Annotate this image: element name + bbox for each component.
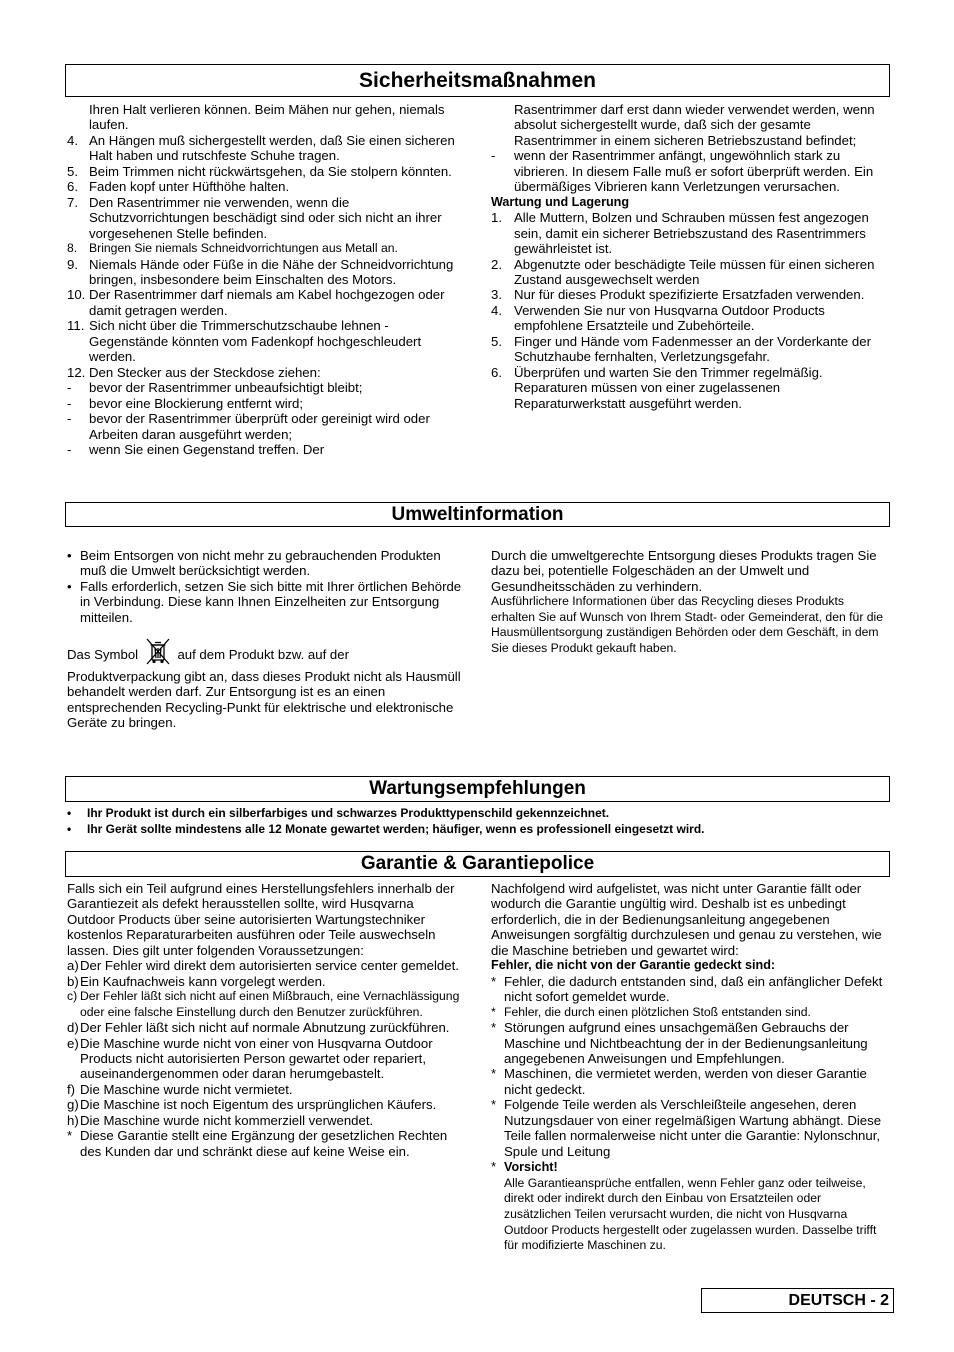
list-marker: 8. — [67, 241, 78, 256]
environment-bullet-item — [67, 548, 462, 579]
maintenance-list-item — [491, 334, 891, 365]
list-text: Ihren Halt verlieren können. Beim Mähen nur gehen, niemals laufen. — [89, 102, 445, 133]
list-marker: * — [67, 1128, 73, 1144]
list-marker: h) — [67, 1112, 79, 1128]
safety-list-item — [67, 179, 462, 194]
warranty-condition-item — [67, 1036, 462, 1082]
wartung-bullet-1: • Ihr Produkt ist durch ein silberfarbiges und schwarzes Produkttypenschild gekennzeichnet. — [67, 806, 610, 820]
list-marker: e) — [67, 1035, 79, 1051]
list-marker: * — [491, 1066, 497, 1082]
list-marker: 5. — [491, 333, 502, 349]
warranty-condition-item — [67, 1128, 462, 1159]
list-marker: 5. — [67, 163, 78, 179]
warranty-exclusion-item — [491, 1097, 891, 1159]
list-marker: 11. — [67, 318, 85, 334]
warranty-exclusion-item — [491, 974, 891, 1005]
warranty-condition-item — [67, 1020, 462, 1035]
list-marker: b) — [67, 973, 79, 989]
list-marker: - — [67, 395, 72, 411]
safety-list-item — [67, 164, 462, 179]
list-marker: • — [67, 578, 72, 594]
list-marker: 9. — [67, 256, 78, 272]
list-text: Der Fehler läßt sich nicht auf einen Mißbrauch, eine Vernachlässigung oder eine falsche Einstellung durch den Benutzer zurückführen. — [80, 989, 460, 1019]
symbol-paragraph — [67, 637, 462, 730]
garantie-exclusions-intro: Nachfolgend wird aufgelistet, was nicht unter Garantie fällt oder wodurch die Garantie ungültig wird. Deshalb ist es unbedingt erforderlich, die in der Bedienungsanleitung angegebenen Anweisungen sorgfältig durchzulesen und genau zu verstehen, wie die Maschine betrieben und gewartet wird: — [491, 881, 882, 958]
garantie-right-column — [491, 881, 891, 1254]
list-text: bevor eine Blockierung entfernt wird; — [89, 395, 304, 411]
list-marker: 7. — [67, 194, 78, 210]
list-text: Alle Muttern, Bolzen und Schrauben müssen fest angezogen sein, damit ein sicherer Betriebszustand des Rasentrimmers gewährleistet ist. — [514, 210, 869, 257]
list-marker: * — [491, 1004, 496, 1019]
list-marker: 4. — [67, 132, 78, 148]
sicherheit-left-column — [67, 102, 462, 457]
page-footer-label: DEUTSCH - 2 — [701, 1288, 894, 1313]
safety-list-item — [491, 148, 891, 194]
warranty-exclusion-item — [491, 1066, 891, 1097]
list-marker: - — [491, 148, 496, 164]
list-marker: 6. — [491, 364, 502, 380]
umwelt-right-column — [491, 548, 891, 656]
warranty-condition-item — [67, 958, 462, 973]
safety-list-item — [67, 380, 462, 395]
list-marker: * — [491, 973, 497, 989]
list-text: Fehler, die dadurch entstanden sind, daß ein anfänglicher Defekt nicht sofort gemeldet wurde. — [504, 973, 883, 1005]
list-text: Die Maschine wurde nicht kommerziell verwendet. — [80, 1112, 374, 1128]
list-text: Den Rasentrimmer nie verwenden, wenn die Schutzvorrichtungen beschädigt sind oder sich nicht an ihrer vorgesehenen Stelle befinden. — [89, 194, 442, 241]
warranty-condition-item — [67, 989, 462, 1020]
list-text: Beim Entsorgen von nicht mehr zu gebrauchenden Produkten muß die Umwelt berücksichtigt werden. — [80, 548, 441, 579]
list-text: Diese Garantie stellt eine Ergänzung der gesetzlichen Rechten des Kunden dar und schränkt diese auf keine Weise ein. — [80, 1128, 448, 1159]
list-text: wenn der Rasentrimmer anfängt, ungewöhnlich stark zu vibrieren. In diesem Falle muß er sofort überprüft werden. Ein übermäßiges Vibrieren kann Verletzungen verursachen. — [514, 148, 874, 195]
list-marker: • — [67, 548, 72, 563]
maintenance-list-item — [491, 303, 891, 334]
symbol-text-before: Das Symbol — [67, 647, 139, 663]
list-text: Überprüfen und warten Sie den Trimmer regelmäßig. Reparaturen müssen von einer zugelassenen Reparaturwerkstatt ausgeführt werden. — [514, 364, 823, 411]
list-marker: - — [67, 441, 72, 457]
safety-list-item — [67, 257, 462, 288]
list-marker: 1. — [491, 210, 502, 226]
list-text: wenn Sie einen Gegenstand treffen. Der — [89, 441, 325, 457]
safety-list-item — [67, 195, 462, 241]
section-title-umwelt: Umweltinformation — [65, 502, 890, 527]
wartung-bullet-2: • Ihr Gerät sollte mindestens alle 12 Monate gewartet werden; häufiger, wenn es professionell eingesetzt wird. — [67, 822, 705, 836]
garantie-exclusions-heading: Fehler, die nicht von der Garantie gedeckt sind: — [491, 958, 776, 973]
list-marker: * — [491, 1020, 497, 1036]
umwelt-paragraph-2: Ausführlichere Informationen über das Recycling dieses Produkts erhalten Sie auf Wunsch von Ihrem Stadt- oder Gemeinderat, den für die Hausmüllentsorgung zuständigen Behörden oder dem Geschäft, in dem Sie dieses Produkt gekauft haben. — [491, 594, 884, 655]
list-text: Falls erforderlich, setzen Sie sich bitte mit Ihrer örtlichen Behörde in Verbindung. Diese kann Ihnen Einzelheiten zur Entsorgung mitteilen. — [80, 578, 462, 625]
list-marker: 2. — [491, 256, 502, 272]
list-marker: g) — [67, 1097, 79, 1113]
garantie-intro: Falls sich ein Teil aufgrund eines Herstellungsfehlers innerhalb der Garantiezeit als defekt herausstellen sollte, wird Husqvarna Outdoor Products über seine autorisierten Wartungstechniker kostenlos Reparaturarbeiten ausführen oder Teile auswechseln lassen. Dies gilt unter folgenden Voraussetzungen: — [67, 881, 455, 958]
list-text: Rasentrimmer darf erst dann wieder verwendet werden, wenn absolut sichergestellt wurde, daß sich der gesamte Rasentrimmer in einem sicheren Betriebszustand befindet; — [514, 102, 875, 148]
warranty-exclusion-item — [491, 1020, 891, 1066]
list-marker: - — [67, 380, 72, 396]
list-marker: 10. — [67, 287, 86, 303]
list-text: Nur für dieses Produkt spezifizierte Ersatzfaden verwenden. — [514, 287, 865, 303]
garantie-left-column — [67, 881, 462, 1159]
list-marker — [491, 102, 514, 148]
list-text: Faden kopf unter Hüfthöhe halten. — [89, 179, 290, 195]
list-marker: 12. — [67, 364, 86, 380]
section-title-sicherheit: Sicherheitsmaßnahmen — [65, 64, 890, 97]
list-text: Fehler, die durch einen plötzlichen Stoß entstanden sind. — [504, 1004, 811, 1019]
crossed-out-wheelie-bin-icon — [144, 637, 172, 668]
list-text: Maschinen, die vermietet werden, werden von dieser Garantie nicht gedeckt. — [504, 1066, 867, 1097]
section-title-wartungsempfehlungen: Wartungsempfehlungen — [65, 776, 890, 802]
list-marker — [67, 102, 89, 133]
list-text: Bringen Sie niemals Schneidvorrichtungen aus Metall an. — [89, 241, 398, 256]
list-text: Den Stecker aus der Steckdose ziehen: — [89, 364, 321, 380]
maintenance-list-item — [491, 210, 891, 256]
list-text: Der Fehler läßt sich nicht auf normale Abnutzung zurückführen. — [80, 1020, 450, 1036]
maintenance-list-item — [491, 257, 891, 288]
list-text: Die Maschine ist noch Eigentum des ursprünglichen Käufers. — [80, 1097, 437, 1113]
list-marker: 3. — [491, 287, 502, 303]
umwelt-left-column — [67, 548, 462, 731]
sicherheit-right-column — [491, 102, 891, 411]
symbol-text-after: auf dem Produkt bzw. auf der Produktverpackung gibt an, dass dieses Produkt nicht als Hausmüll behandelt werden darf. Zur Entsorgung ist es an einen entsprechenden Recycling-Punkt für elektrische und elektronische Geräte zu bringen. — [67, 647, 461, 731]
vorsicht-item: * Vorsicht! Alle Garantieansprüche entfallen, wenn Fehler ganz oder teilweise, direkt oder indirekt durch den Einbau von Ersatzteilen oder zusätzlichen Teilen verursacht wurden, die nicht von Husqvarna Outdoor Products hergestellt oder zugelassen wurden. Dasselbe trifft für modifizierte Maschinen zu. — [491, 1159, 891, 1254]
list-text: Finger und Hände vom Fadenmesser an der Vorderkante der Schutzhaube fernhalten, Verletzungsgefahr. — [514, 333, 871, 365]
warranty-condition-item — [67, 1113, 462, 1128]
maintenance-list-item — [491, 287, 891, 302]
list-text: Abgenutzte oder beschädigte Teile müssen für einen sicheren Zustand ausgewechselt werden — [514, 256, 875, 287]
list-marker: a) — [67, 958, 79, 974]
safety-list-item — [67, 133, 462, 164]
vorsicht-text: Alle Garantieansprüche entfallen, wenn Fehler ganz oder teilweise, direkt oder indirekt durch den Einbau von Ersatzteilen oder zusätzlichen Teilen verursacht wurden, die nicht von Husqvarna Outdoor Products hergestellt oder zugelassen wurden. Dasselbe trifft für modifizierte Maschinen zu. — [504, 1175, 877, 1253]
list-text: Der Fehler wird direkt dem autorisierten service center gemeldet. — [80, 958, 459, 974]
list-text: bevor der Rasentrimmer überprüft oder gereinigt wird oder Arbeiten daran ausgeführt werden; — [89, 411, 430, 442]
section-title-garantie: Garantie & Garantiepolice — [65, 851, 890, 877]
maintenance-list-item — [491, 365, 891, 411]
safety-list-item — [67, 365, 462, 380]
warranty-condition-item — [67, 974, 462, 989]
safety-list-item — [67, 396, 462, 411]
safety-list-item — [67, 241, 462, 256]
list-marker: - — [67, 411, 72, 427]
list-marker: 6. — [67, 179, 78, 195]
safety-list-item — [67, 442, 462, 457]
list-text: Verwenden Sie nur von Husqvarna Outdoor Products empfohlene Ersatzteile und Zubehörteile. — [514, 302, 825, 334]
warranty-condition-item — [67, 1082, 462, 1097]
list-text: bevor der Rasentrimmer unbeaufsichtigt bleibt; — [89, 380, 363, 396]
safety-list-item — [67, 102, 462, 133]
umwelt-paragraph-1: Durch die umweltgerechte Entsorgung dieses Produkts tragen Sie dazu bei, potentielle Folgeschäden an der Umwelt und Gesundheitsschäden zu verhindern. — [491, 548, 877, 594]
list-text: Niemals Hände oder Füße in die Nähe der Schneidvorrichtung bringen, insbesondere beim Einschalten des Motors. — [89, 256, 454, 287]
safety-list-item — [67, 411, 462, 442]
safety-list-item — [491, 102, 891, 148]
list-marker: 4. — [491, 302, 502, 318]
wartung-heading: Wartung und Lagerung — [491, 194, 630, 209]
list-marker: * — [491, 1097, 497, 1113]
vorsicht-label: Vorsicht! — [504, 1160, 558, 1175]
safety-list-item — [67, 287, 462, 318]
warranty-exclusion-item — [491, 1005, 891, 1020]
list-text: Ein Kaufnachweis kann vorgelegt werden. — [80, 973, 326, 989]
list-marker: c) — [67, 989, 78, 1004]
list-text: Die Maschine wurde nicht von einer von Husqvarna Outdoor Products nicht autorisierten Person gewartet oder repariert, auseinandergenommen oder daran herumgebastelt. — [80, 1035, 433, 1082]
list-text: Die Maschine wurde nicht vermietet. — [80, 1081, 293, 1097]
list-text: An Hängen muß sichergestellt werden, daß Sie einen sicheren Halt haben und rutschfeste Schuhe tragen. — [89, 132, 455, 164]
safety-list-item — [67, 318, 462, 364]
list-marker: f) — [67, 1081, 76, 1097]
list-text: Beim Trimmen nicht rückwärtsgehen, da Sie stolpern könnten. — [89, 163, 452, 179]
list-text: Störungen aufgrund eines unsachgemäßen Gebrauchs der Maschine und Nichtbeachtung der in der Bedienungsanleitung angegebenen Anweisungen und Empfehlungen. — [504, 1020, 868, 1066]
list-text: Sich nicht über die Trimmerschutzschaube lehnen - Gegenstände könnten vom Fadenkopf hochgeschleudert werden. — [89, 318, 422, 365]
environment-bullet-item — [67, 579, 462, 625]
warranty-condition-item — [67, 1097, 462, 1112]
list-marker: d) — [67, 1020, 79, 1036]
list-text: Der Rasentrimmer darf niemals am Kabel hochgezogen oder damit getragen werden. — [89, 287, 445, 318]
list-text: Folgende Teile werden als Verschleißteile angesehen, deren Nutzungsdauer von einer regelmäßigen Wartung abhängt. Diese Teile fallen normalerweise nicht unter die Garantie: Nylonschnur, Spule und Leitung — [504, 1097, 882, 1159]
